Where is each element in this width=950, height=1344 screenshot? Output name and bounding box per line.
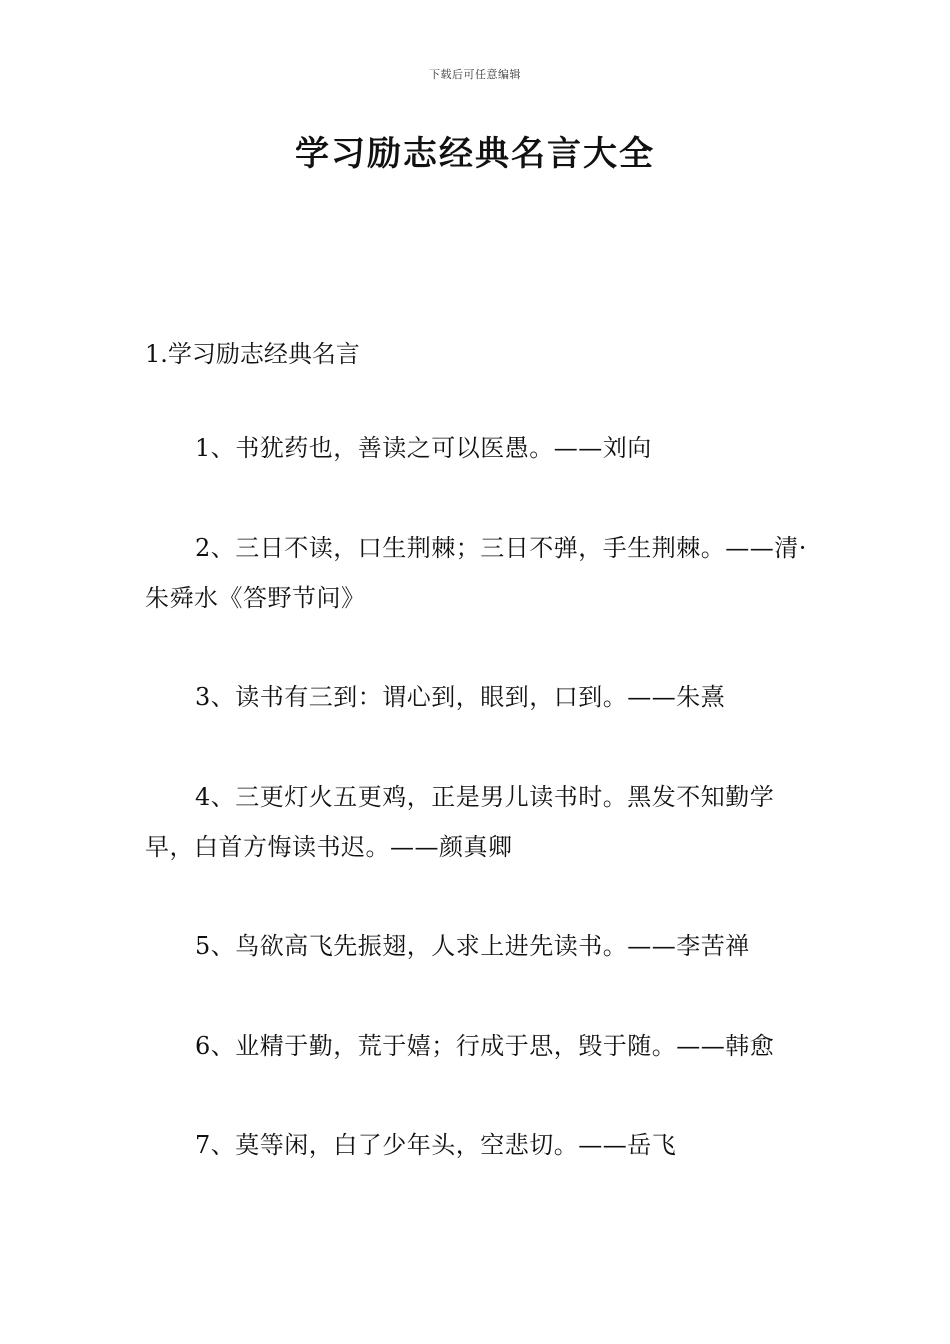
- quote-item-7: 7、莫等闲，白了少年头，空悲切。——岳飞: [195, 1131, 677, 1159]
- quote-item-2: 2、三日不读，口生荆棘；三日不弹，手生荆棘。——清·朱舜水《答野节问》: [145, 534, 807, 612]
- section-heading: 1.学习励志经典名言: [145, 340, 360, 368]
- quote-item-4: 4、三更灯火五更鸡，正是男儿读书时。黑发不知勤学早，白首方悔读书迟。——颜真卿: [145, 783, 775, 861]
- quote-item-3: 3、读书有三到：谓心到，眼到，口到。——朱熹: [195, 683, 726, 711]
- quote-item-1: 1、书犹药也，善读之可以医愚。——刘向: [195, 434, 652, 462]
- quote-item-6: 6、业精于勤，荒于嬉；行成于思，毁于随。——韩愈: [195, 1032, 775, 1060]
- quote-item-5: 5、鸟欲高飞先振翅，人求上进先读书。——李苦禅: [195, 932, 750, 960]
- header-note: 下载后可任意编辑: [429, 68, 521, 81]
- document-title: 学习励志经典名言大全: [295, 134, 655, 174]
